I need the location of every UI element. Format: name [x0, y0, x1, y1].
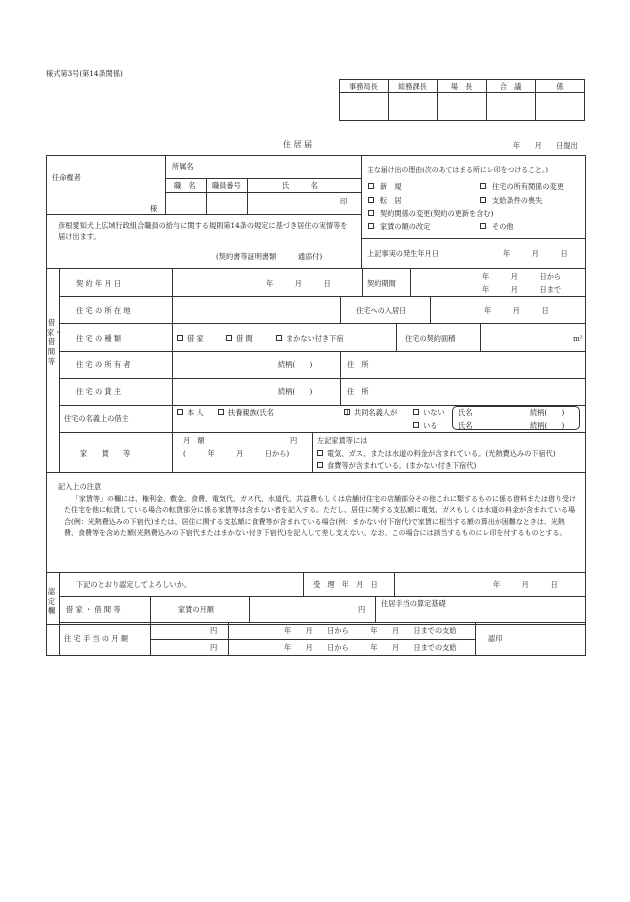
reason-new-label: 新 規 [380, 182, 402, 191]
owner-relation[interactable]: 続柄( ) [278, 360, 313, 369]
housing-side-label: 借家・借間等 [47, 318, 62, 366]
monthly-yen: 円 [290, 436, 298, 445]
reason-heading: 主な届け出の理由(次のあてはまる所にレ印をつけること。) [367, 166, 549, 174]
owner-label: 住 宅 の 所 有 者 [76, 360, 131, 369]
type-house-label: 借 家 [187, 334, 204, 343]
type-room-label: 借 間 [236, 334, 253, 343]
move-in-label: 住宅への入居日 [356, 306, 407, 315]
basis-label: 住居手当の算定基礎 [381, 599, 446, 608]
allowance-period-1[interactable]: 年 月 日から 年 月 日までの支給 [284, 626, 457, 635]
reason-rent-revision-checkbox[interactable] [368, 223, 374, 229]
contract-period-to[interactable]: 年 月 日まで [482, 285, 562, 294]
occurrence-date-value[interactable]: 年 月 日 [503, 249, 568, 258]
joint-relation-2[interactable]: 続柄( ) [530, 421, 565, 430]
reason-relocation-label: 転 居 [380, 196, 402, 205]
reason-other-checkbox[interactable] [480, 223, 486, 229]
reason-ownership-change-checkbox[interactable] [480, 183, 486, 189]
post-input[interactable] [166, 194, 206, 213]
approval-header: 総務課長 [398, 82, 427, 91]
nominal-joint-label: 共同名義人が [354, 408, 398, 417]
reason-relocation-checkbox[interactable] [368, 197, 374, 203]
joint-name-label-1: 氏名 [458, 408, 473, 417]
notes-body: 「家賃等」の欄には、権利金、敷金、食費、電気代、ガス代、水道代、共益費もしくは店舗付住宅の店舗部分その他これに類するものに係る借料または借り受けた住宅を他に転貸している場合の転貸部分に係る家賃等は含まない者を記入する。ただし、居住に関する支払額に電気、ガスもしくは水道の料金が含まれている場合(例：光熱費込みの下宿代)または、居住に関する支払額に食費等が含まれている場合(例：まかない付下宿代)で家賃に相当する額の算出が困難なときは、光熱費、食費等を含めた額(光熱費込みの下宿代またはまかない付き下宿代)を記入して差し支えない。なお、この場合には該当するものにレ印を付するものとする。 [64, 495, 576, 537]
seal-mark: 印 [340, 197, 348, 206]
includes-meals-label: 食費等が含まれている。(まかない付き下宿代) [327, 461, 477, 470]
affiliation-input[interactable] [210, 158, 358, 176]
form-title: 住 居 届 [283, 140, 313, 149]
includes-label: 左記家賃等には [317, 436, 368, 445]
reason-loss-checkbox[interactable] [480, 197, 486, 203]
allowance-yen-2: 円 [210, 643, 218, 652]
lender-address-input[interactable] [376, 380, 582, 402]
type-label: 住 宅 の 種 類 [76, 334, 122, 343]
area-label: 住宅の契約面積 [405, 334, 456, 343]
occurrence-date-label: 上記事実の発生年月日 [367, 249, 439, 258]
reason-contract-change-label: 契約関係の変更(契約の更新を含む) [380, 209, 494, 218]
joint-none-label: いない [423, 408, 445, 417]
reason-loss-label: 支給条件の喪失 [492, 196, 543, 205]
approval-header: 係 [556, 82, 564, 91]
reason-contract-change-checkbox[interactable] [368, 210, 374, 216]
cert-rental-label: 借 家 ・ 借 間 等 [66, 605, 121, 614]
move-in-date[interactable]: 年 月 日 [484, 306, 549, 315]
contract-period-from[interactable]: 年 月 日から [482, 272, 562, 281]
staff-no-input[interactable] [207, 194, 247, 213]
form-number: 様式第3号(第14条関係) [46, 69, 123, 78]
joint-relation-1[interactable]: 続柄( ) [530, 408, 565, 417]
cert-rent-yen: 円 [358, 605, 366, 614]
allowance-label: 住 宅 手 当 の 月 額 [64, 634, 129, 643]
reason-ownership-change-label: 住宅の所有関係の変更 [492, 182, 564, 191]
received-label: 受 理 年 月 日 [313, 580, 378, 589]
name-input[interactable] [248, 194, 348, 213]
approval-header: 場 長 [450, 82, 473, 91]
nominal-self-checkbox[interactable] [177, 409, 183, 415]
contract-date-label: 契 約 年 月 日 [76, 279, 122, 288]
contract-date-value[interactable]: 年 月 日 [266, 279, 331, 288]
approval-header: 事務局長 [349, 82, 378, 91]
cert-seal-label: 認印 [488, 634, 503, 643]
joint-exist-label: いる [423, 421, 438, 430]
nominal-self-label: 本 人 [187, 408, 204, 417]
area-unit: m² [573, 334, 583, 343]
staff-no-label: 職員番号 [212, 181, 241, 190]
allowance-period-2[interactable]: 年 月 日から 年 月 日までの支給 [284, 643, 457, 652]
received-date[interactable]: 年 月 日 [493, 580, 558, 589]
affiliation-label: 所属名 [172, 162, 194, 171]
nominal-dependent-label: 扶養親族(氏名 ) [228, 408, 349, 417]
appointer-label: 任命権者 [52, 173, 81, 182]
contract-period-label: 契約期間 [367, 279, 396, 288]
rent-label: 家 賃 等 [80, 449, 131, 458]
monthly-label: 月 額 [183, 436, 205, 445]
nominal-joint-checkbox[interactable] [344, 409, 350, 415]
location-input[interactable] [175, 299, 337, 321]
notes-heading: 記入上の注意 [58, 482, 102, 491]
joint-exist-checkbox[interactable] [413, 422, 419, 428]
includes-meals-checkbox[interactable] [317, 462, 323, 468]
attachment-note: (契約書等証明書類 通添付) [216, 252, 323, 261]
approval-header: 合 議 [499, 82, 522, 91]
joint-none-checkbox[interactable] [413, 409, 419, 415]
cert-rent-amount-label: 家賃の月額 [178, 605, 214, 614]
submit-date[interactable]: 年 月 日提出 [513, 141, 578, 150]
post-label: 職 名 [174, 181, 196, 190]
nominal-tenant-label: 住宅の名義上の借主 [64, 414, 129, 423]
owner-address-input[interactable] [376, 353, 582, 375]
location-label: 住 宅 の 所 在 地 [76, 306, 131, 315]
owner-address-label: 住 所 [347, 360, 369, 369]
type-board-checkbox[interactable] [276, 335, 282, 341]
includes-utilities-label: 電気、ガス、または水道の料金が含まれている。(光熱費込みの下宿代) [327, 449, 556, 458]
type-room-checkbox[interactable] [226, 335, 232, 341]
nominal-dependent-checkbox[interactable] [218, 409, 224, 415]
cert-side-label: 認定欄 [47, 587, 56, 616]
lender-label: 住 宅 の 貸 主 [76, 387, 122, 396]
cert-request: 下記のとおり認定してよろしいか。 [76, 580, 192, 589]
sama-label: 様 [150, 204, 158, 213]
lender-address-label: 住 所 [347, 387, 369, 396]
joint-name-label-2: 氏名 [458, 421, 473, 430]
name-label: 氏 名 [282, 181, 318, 190]
reason-other-label: その他 [492, 222, 514, 231]
reason-new-checkbox[interactable] [368, 183, 374, 189]
monthly-since[interactable]: ( 年 月 日から) [183, 449, 290, 458]
reason-rent-revision-label: 家賃の額の改定 [380, 222, 431, 231]
lender-relation[interactable]: 続柄( ) [278, 387, 313, 396]
includes-utilities-checkbox[interactable] [317, 450, 323, 456]
allowance-yen-1: 円 [210, 626, 218, 635]
type-house-checkbox[interactable] [177, 335, 183, 341]
type-board-label: まかない付き下宿 [286, 334, 344, 343]
declaration-text: 彦根愛知犬上広域行政組合職員の給与に関する規則第14条の規定に基づき居住の実情等を届け出ます。 [58, 221, 348, 242]
